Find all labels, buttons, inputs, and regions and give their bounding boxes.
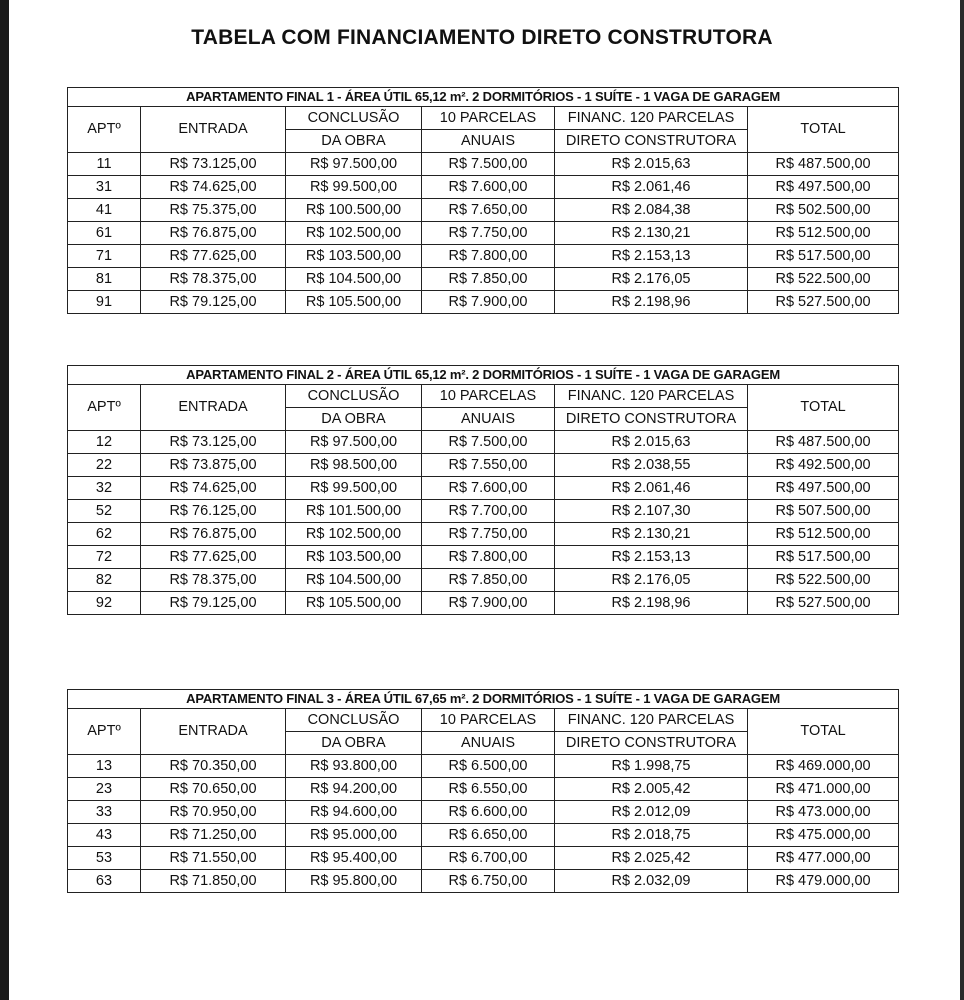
cell-financ-120: R$ 2.061,46 (555, 176, 748, 199)
cell-parcelas-anuais: R$ 7.600,00 (422, 477, 555, 500)
header-parcelas-line1: 10 PARCELAS (422, 107, 555, 130)
cell-entrada: R$ 70.650,00 (141, 778, 286, 801)
cell-entrada: R$ 79.125,00 (141, 291, 286, 314)
cell-financ-120: R$ 2.198,96 (555, 291, 748, 314)
price-table-final-1 (67, 87, 899, 314)
header-financ-line2: DIRETO CONSTRUTORA (555, 408, 748, 431)
table-row (68, 870, 899, 893)
table-row (68, 245, 899, 268)
table-row (68, 153, 899, 176)
cell-conclusao: R$ 105.500,00 (286, 592, 422, 615)
cell-entrada: R$ 71.250,00 (141, 824, 286, 847)
cell-financ-120: R$ 2.084,38 (555, 199, 748, 222)
cell-total: R$ 527.500,00 (748, 592, 899, 615)
header-entrada: ENTRADA (141, 107, 286, 153)
cell-apt: 52 (68, 500, 141, 523)
cell-parcelas-anuais: R$ 7.750,00 (422, 523, 555, 546)
page-edge-left (0, 0, 9, 1000)
cell-conclusao: R$ 102.500,00 (286, 222, 422, 245)
table-row (68, 454, 899, 477)
table-row (68, 569, 899, 592)
cell-financ-120: R$ 2.176,05 (555, 569, 748, 592)
cell-financ-120: R$ 2.005,42 (555, 778, 748, 801)
table-banner-row (68, 366, 899, 385)
table-row (68, 592, 899, 615)
cell-entrada: R$ 73.125,00 (141, 431, 286, 454)
cell-apt: 63 (68, 870, 141, 893)
cell-parcelas-anuais: R$ 6.750,00 (422, 870, 555, 893)
table-banner-row (68, 88, 899, 107)
cell-financ-120: R$ 2.012,09 (555, 801, 748, 824)
cell-conclusao: R$ 99.500,00 (286, 477, 422, 500)
table-header-row (68, 709, 899, 732)
header-total: TOTAL (748, 385, 899, 431)
cell-apt: 33 (68, 801, 141, 824)
cell-parcelas-anuais: R$ 7.750,00 (422, 222, 555, 245)
cell-parcelas-anuais: R$ 6.700,00 (422, 847, 555, 870)
table-row (68, 824, 899, 847)
cell-financ-120: R$ 2.032,09 (555, 870, 748, 893)
cell-entrada: R$ 73.875,00 (141, 454, 286, 477)
header-conclusao-line2: DA OBRA (286, 408, 422, 431)
header-apt: APTº (68, 709, 141, 755)
header-parcelas-line1: 10 PARCELAS (422, 709, 555, 732)
table-row (68, 523, 899, 546)
cell-entrada: R$ 79.125,00 (141, 592, 286, 615)
cell-parcelas-anuais: R$ 7.650,00 (422, 199, 555, 222)
cell-entrada: R$ 70.350,00 (141, 755, 286, 778)
cell-apt: 12 (68, 431, 141, 454)
cell-entrada: R$ 73.125,00 (141, 153, 286, 176)
table-banner: APARTAMENTO FINAL 1 - ÁREA ÚTIL 65,12 m². 2 DORMITÓRIOS - 1 SUÍTE - 1 VAGA DE GARAGEM (68, 88, 899, 107)
cell-financ-120: R$ 2.018,75 (555, 824, 748, 847)
cell-total: R$ 517.500,00 (748, 245, 899, 268)
header-total: TOTAL (748, 709, 899, 755)
table-row (68, 847, 899, 870)
cell-apt: 62 (68, 523, 141, 546)
header-entrada: ENTRADA (141, 385, 286, 431)
header-financ-line2: DIRETO CONSTRUTORA (555, 130, 748, 153)
header-conclusao-line1: CONCLUSÃO (286, 107, 422, 130)
cell-apt: 31 (68, 176, 141, 199)
cell-entrada: R$ 76.875,00 (141, 523, 286, 546)
cell-entrada: R$ 71.850,00 (141, 870, 286, 893)
table-row (68, 801, 899, 824)
cell-total: R$ 527.500,00 (748, 291, 899, 314)
header-total: TOTAL (748, 107, 899, 153)
cell-conclusao: R$ 102.500,00 (286, 523, 422, 546)
header-parcelas-line2: ANUAIS (422, 408, 555, 431)
header-financ-line2: DIRETO CONSTRUTORA (555, 732, 748, 755)
cell-total: R$ 479.000,00 (748, 870, 899, 893)
cell-total: R$ 469.000,00 (748, 755, 899, 778)
header-parcelas-line1: 10 PARCELAS (422, 385, 555, 408)
table-header-row (68, 107, 899, 130)
cell-apt: 41 (68, 199, 141, 222)
cell-parcelas-anuais: R$ 6.550,00 (422, 778, 555, 801)
cell-apt: 61 (68, 222, 141, 245)
cell-parcelas-anuais: R$ 7.900,00 (422, 291, 555, 314)
cell-financ-120: R$ 2.130,21 (555, 523, 748, 546)
cell-entrada: R$ 74.625,00 (141, 176, 286, 199)
cell-total: R$ 471.000,00 (748, 778, 899, 801)
cell-entrada: R$ 76.875,00 (141, 222, 286, 245)
cell-total: R$ 497.500,00 (748, 477, 899, 500)
cell-parcelas-anuais: R$ 7.700,00 (422, 500, 555, 523)
cell-financ-120: R$ 2.038,55 (555, 454, 748, 477)
cell-conclusao: R$ 104.500,00 (286, 268, 422, 291)
header-parcelas-line2: ANUAIS (422, 732, 555, 755)
table-header-row (68, 385, 899, 408)
cell-apt: 91 (68, 291, 141, 314)
cell-financ-120: R$ 2.015,63 (555, 153, 748, 176)
cell-apt: 71 (68, 245, 141, 268)
header-financ-line1: FINANC. 120 PARCELAS (555, 107, 748, 130)
cell-conclusao: R$ 98.500,00 (286, 454, 422, 477)
cell-parcelas-anuais: R$ 6.650,00 (422, 824, 555, 847)
header-conclusao-line1: CONCLUSÃO (286, 385, 422, 408)
table-row (68, 291, 899, 314)
table-row (68, 500, 899, 523)
cell-conclusao: R$ 103.500,00 (286, 546, 422, 569)
cell-financ-120: R$ 2.015,63 (555, 431, 748, 454)
cell-financ-120: R$ 2.153,13 (555, 546, 748, 569)
header-conclusao-line2: DA OBRA (286, 130, 422, 153)
cell-conclusao: R$ 95.000,00 (286, 824, 422, 847)
cell-parcelas-anuais: R$ 7.500,00 (422, 153, 555, 176)
table-banner-row (68, 690, 899, 709)
cell-financ-120: R$ 2.130,21 (555, 222, 748, 245)
cell-apt: 53 (68, 847, 141, 870)
cell-total: R$ 517.500,00 (748, 546, 899, 569)
cell-entrada: R$ 70.950,00 (141, 801, 286, 824)
cell-total: R$ 487.500,00 (748, 153, 899, 176)
cell-financ-120: R$ 2.153,13 (555, 245, 748, 268)
header-financ-line1: FINANC. 120 PARCELAS (555, 709, 748, 732)
header-apt: APTº (68, 385, 141, 431)
cell-total: R$ 512.500,00 (748, 523, 899, 546)
cell-total: R$ 507.500,00 (748, 500, 899, 523)
cell-parcelas-anuais: R$ 7.550,00 (422, 454, 555, 477)
header-parcelas-line2: ANUAIS (422, 130, 555, 153)
cell-parcelas-anuais: R$ 7.600,00 (422, 176, 555, 199)
header-apt: APTº (68, 107, 141, 153)
cell-parcelas-anuais: R$ 6.600,00 (422, 801, 555, 824)
cell-parcelas-anuais: R$ 7.850,00 (422, 569, 555, 592)
cell-conclusao: R$ 99.500,00 (286, 176, 422, 199)
cell-parcelas-anuais: R$ 7.500,00 (422, 431, 555, 454)
cell-total: R$ 497.500,00 (748, 176, 899, 199)
table-row (68, 268, 899, 291)
cell-entrada: R$ 78.375,00 (141, 569, 286, 592)
cell-conclusao: R$ 104.500,00 (286, 569, 422, 592)
price-table-final-2 (67, 365, 899, 615)
cell-entrada: R$ 77.625,00 (141, 245, 286, 268)
cell-conclusao: R$ 105.500,00 (286, 291, 422, 314)
cell-apt: 32 (68, 477, 141, 500)
table-row (68, 546, 899, 569)
cell-entrada: R$ 75.375,00 (141, 199, 286, 222)
table-banner: APARTAMENTO FINAL 2 - ÁREA ÚTIL 65,12 m². 2 DORMITÓRIOS - 1 SUÍTE - 1 VAGA DE GARAGEM (68, 366, 899, 385)
cell-conclusao: R$ 97.500,00 (286, 431, 422, 454)
header-conclusao-line1: CONCLUSÃO (286, 709, 422, 732)
table-row (68, 176, 899, 199)
cell-apt: 13 (68, 755, 141, 778)
cell-total: R$ 522.500,00 (748, 268, 899, 291)
cell-financ-120: R$ 2.025,42 (555, 847, 748, 870)
cell-financ-120: R$ 2.198,96 (555, 592, 748, 615)
cell-financ-120: R$ 2.107,30 (555, 500, 748, 523)
cell-total: R$ 473.000,00 (748, 801, 899, 824)
cell-total: R$ 512.500,00 (748, 222, 899, 245)
cell-apt: 43 (68, 824, 141, 847)
cell-apt: 22 (68, 454, 141, 477)
cell-apt: 23 (68, 778, 141, 801)
cell-conclusao: R$ 97.500,00 (286, 153, 422, 176)
table-row (68, 222, 899, 245)
cell-entrada: R$ 77.625,00 (141, 546, 286, 569)
header-entrada: ENTRADA (141, 709, 286, 755)
cell-financ-120: R$ 2.176,05 (555, 268, 748, 291)
cell-conclusao: R$ 94.600,00 (286, 801, 422, 824)
cell-parcelas-anuais: R$ 7.900,00 (422, 592, 555, 615)
cell-apt: 11 (68, 153, 141, 176)
page-title: TABELA COM FINANCIAMENTO DIRETO CONSTRUTORA (191, 26, 773, 49)
cell-total: R$ 487.500,00 (748, 431, 899, 454)
header-conclusao-line2: DA OBRA (286, 732, 422, 755)
cell-total: R$ 492.500,00 (748, 454, 899, 477)
price-table-final-3 (67, 689, 899, 893)
cell-conclusao: R$ 100.500,00 (286, 199, 422, 222)
cell-parcelas-anuais: R$ 7.800,00 (422, 546, 555, 569)
cell-conclusao: R$ 101.500,00 (286, 500, 422, 523)
cell-entrada: R$ 71.550,00 (141, 847, 286, 870)
header-financ-line1: FINANC. 120 PARCELAS (555, 385, 748, 408)
cell-financ-120: R$ 2.061,46 (555, 477, 748, 500)
cell-parcelas-anuais: R$ 7.850,00 (422, 268, 555, 291)
cell-financ-120: R$ 1.998,75 (555, 755, 748, 778)
cell-conclusao: R$ 95.400,00 (286, 847, 422, 870)
cell-apt: 81 (68, 268, 141, 291)
cell-total: R$ 477.000,00 (748, 847, 899, 870)
cell-total: R$ 502.500,00 (748, 199, 899, 222)
cell-apt: 92 (68, 592, 141, 615)
table-row (68, 477, 899, 500)
page-edge-right (960, 0, 964, 1000)
table-row (68, 199, 899, 222)
table-row (68, 778, 899, 801)
cell-total: R$ 475.000,00 (748, 824, 899, 847)
cell-entrada: R$ 74.625,00 (141, 477, 286, 500)
cell-conclusao: R$ 93.800,00 (286, 755, 422, 778)
table-row (68, 755, 899, 778)
cell-total: R$ 522.500,00 (748, 569, 899, 592)
cell-entrada: R$ 78.375,00 (141, 268, 286, 291)
table-row (68, 431, 899, 454)
cell-conclusao: R$ 94.200,00 (286, 778, 422, 801)
cell-conclusao: R$ 95.800,00 (286, 870, 422, 893)
cell-parcelas-anuais: R$ 7.800,00 (422, 245, 555, 268)
cell-conclusao: R$ 103.500,00 (286, 245, 422, 268)
cell-parcelas-anuais: R$ 6.500,00 (422, 755, 555, 778)
table-banner: APARTAMENTO FINAL 3 - ÁREA ÚTIL 67,65 m². 2 DORMITÓRIOS - 1 SUÍTE - 1 VAGA DE GARAGEM (68, 690, 899, 709)
cell-apt: 82 (68, 569, 141, 592)
cell-entrada: R$ 76.125,00 (141, 500, 286, 523)
cell-apt: 72 (68, 546, 141, 569)
